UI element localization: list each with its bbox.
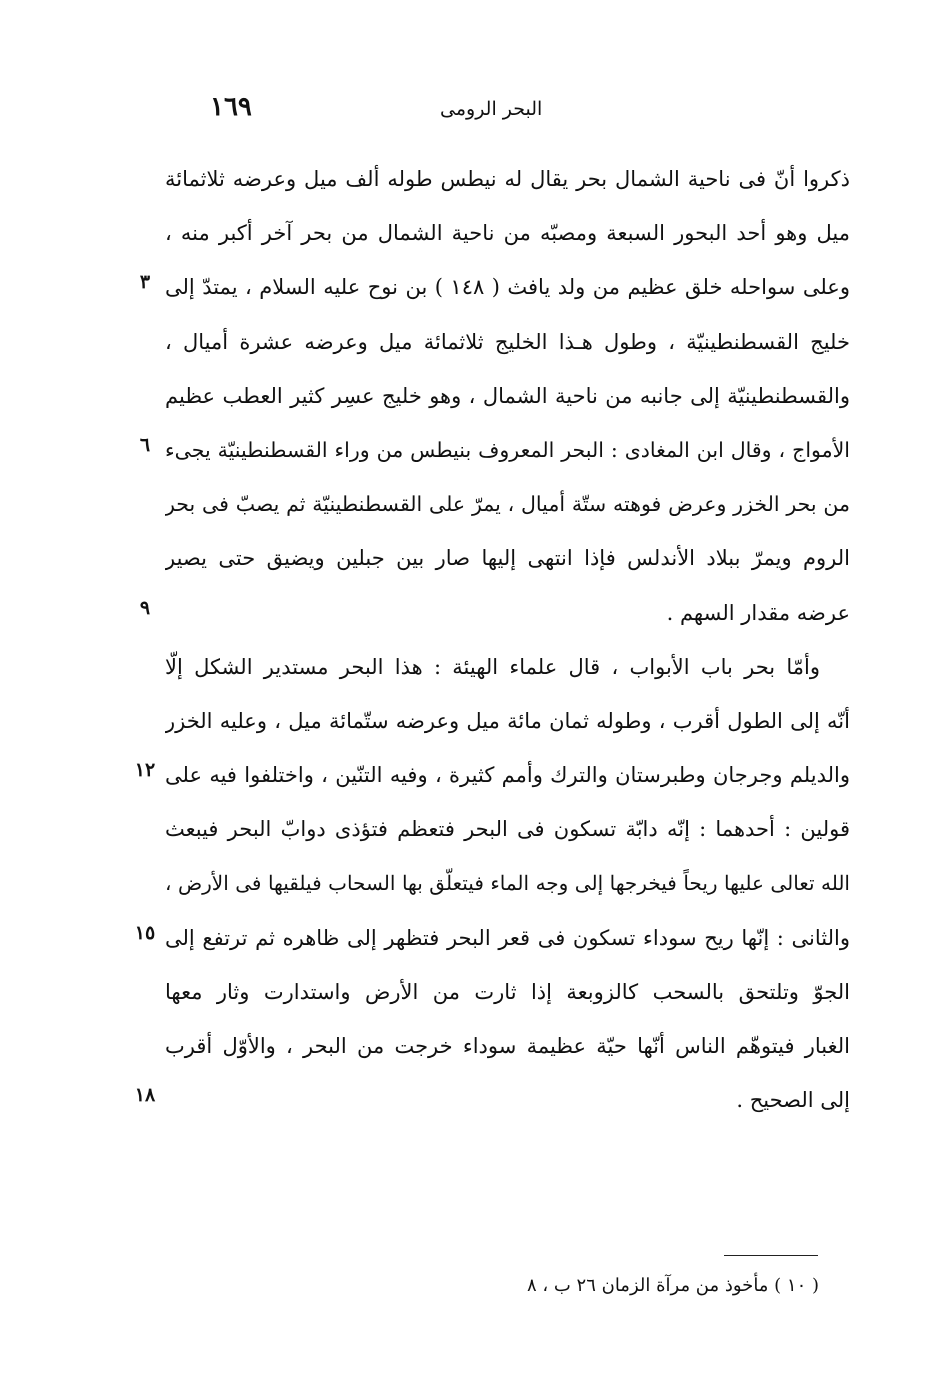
line-text: ميل وهو أحد البحور السبعة ومصبّه من ناحية الشمال من بحر آخر أكبر منه ،: [165, 221, 850, 246]
text-line: [0, 532, 937, 586]
line-text: والثانى : إنّها ريح سوداء تسكون فى قعر البحر فتظهر إلى ظاهره ثم ترتفع إلى: [165, 925, 850, 950]
line-text: الجوّ وتلتحق بالسحب كالزوبعة إذا ثارت من الأرض واستدارت وثار معها: [165, 979, 850, 1004]
line-text: وأمّا بحر باب الأبواب ، قال علماء الهيئة : هذا البحر مستدير الشكل إلّا: [165, 654, 820, 679]
text-line: [0, 153, 937, 207]
text-line: [0, 261, 937, 315]
line-text: الأمواج ، وقال ابن المغادى : البحر المعروف بنيطس من وراء القسطنطينيّة يجىء: [165, 437, 850, 462]
line-text: وعلى سواحله خلق عظيم من ولد يافث ( ١٤٨ ) بن نوح عليه السلام ، يمتدّ إلى: [165, 275, 850, 300]
line-number: ١٢: [134, 759, 156, 782]
text-line: [0, 966, 937, 1020]
text-line: [0, 207, 937, 261]
line-number: ١٥: [134, 921, 156, 944]
text-line: [0, 316, 937, 370]
line-text: من بحر الخزر وعرض فوهته ستّة أميال ، يمرّ على القسطنطينيّة ثم يصبّ فى بحر: [165, 492, 850, 517]
text-line: [0, 1074, 937, 1128]
line-text: إلى الصحيح .: [736, 1088, 850, 1113]
line-number: ١٨: [134, 1084, 156, 1107]
text-line: [0, 424, 937, 478]
main-text: [0, 153, 937, 1128]
line-text: والقسطنطينيّة إلى جانبه من ناحية الشمال ، وهو خليج عسِر كثير العطب عظيم: [165, 383, 850, 408]
line-number: ٣: [139, 271, 151, 294]
line-number: ٩: [139, 596, 151, 619]
text-line: [0, 749, 937, 803]
line-text: أنّه إلى الطول أقرب ، وطوله ثمان مائة ميل وعرضه ستّمائة ميل ، وعليه الخزر: [165, 708, 850, 733]
text-line: [0, 857, 937, 911]
text-line: [0, 587, 937, 641]
line-text: قولين : أحدهما : إنّه دابّة تسكون فى البحر فتعظم فتؤذى دوابّ البحر فيبعث: [165, 817, 850, 842]
running-title: البحر الرومى: [440, 98, 543, 120]
line-text: ذكروا أنّ فى ناحية الشمال بحر يقال له نيطس طوله ألف ميل وعرضه ثلاثمائة: [165, 167, 850, 191]
footnote-divider: [724, 1255, 818, 1256]
text-line: [0, 912, 937, 966]
text-line: [0, 641, 937, 695]
text-line: [0, 695, 937, 749]
text-line: [0, 803, 937, 857]
line-text: الروم ويمرّ ببلاد الأندلس فإذا انتهى إليها صار بين جبلين ويضيق حتى يصير: [165, 546, 850, 571]
text-line: [0, 370, 937, 424]
line-text: الغبار فيتوهّم الناس أنّها حيّة عظيمة سوداء خرجت من البحر ، والأوّل أقرب: [165, 1034, 850, 1058]
line-text: عرضه مقدار السهم .: [666, 600, 850, 625]
footnote: ( ١٠ ) مأخوذ من مرآة الزمان ٢٦ ب ، ٨: [526, 1275, 819, 1296]
line-text: خليج القسطنطينيّة ، وطول هـذا الخليج ثلاثمائة ميل وعرضه عشرة أميال ،: [165, 329, 850, 354]
text-line: [0, 478, 937, 532]
line-text: والديلم وجرجان وطبرستان والترك وأمم كثيرة ، وفيه التنّين ، واختلفوا فيه على: [165, 763, 850, 788]
line-number: ٦: [139, 433, 151, 456]
text-line: [0, 1020, 937, 1074]
page-header: [170, 92, 870, 132]
page-number: ١٦٩: [210, 92, 252, 122]
line-text: الله تعالى عليها ريحاً فيخرجها إلى وجه الماء فيتعلّق بها السحاب فيلقيها فى الأرض ،: [165, 871, 850, 896]
